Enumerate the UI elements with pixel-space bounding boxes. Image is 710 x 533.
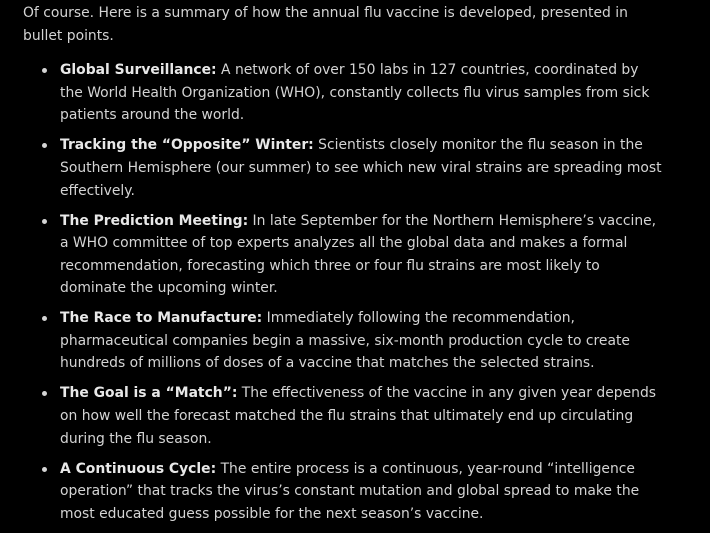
bullet-term: Global Surveillance: <box>60 62 217 79</box>
bullet-term: The Race to Manufacture: <box>60 310 263 327</box>
bullet-text: Immediately following the recommendation, pharmaceutical companies begin a massive, six-month production cycle to create hundreds of millions of doses of a vaccine that matches the selected strains. <box>60 310 630 372</box>
list-item <box>23 210 663 300</box>
bullet-term: The Goal is a “Match”: <box>60 385 238 402</box>
bullet-icon <box>42 316 47 321</box>
list-item <box>23 307 663 375</box>
bullet-term: Tracking the “Opposite” Winter: <box>60 137 314 154</box>
bullet-icon <box>42 467 47 472</box>
list-item <box>23 458 663 526</box>
bullet-term: The Prediction Meeting: <box>60 212 249 229</box>
list-item <box>23 59 663 127</box>
bullet-icon <box>42 143 47 148</box>
list-item <box>23 134 663 202</box>
chat-response <box>23 2 663 533</box>
bullet-text: The entire process is a continuous, year-round “intelligence operation” that tracks the virus’s constant mutation and global spread to make the most educated guess possible for the next season’s vaccine. <box>60 460 640 522</box>
list-item <box>23 382 663 450</box>
bullet-text: The effectiveness of the vaccine in any given year depends on how well the forecast matched the flu strains that ultimately end up circulating during the flu season. <box>60 385 656 447</box>
bullet-icon <box>42 219 47 224</box>
bullet-list <box>23 59 663 525</box>
bullet-text: In late September for the Northern Hemisphere’s vaccine, a WHO committee of top experts analyzes all the global data and makes a formal recommendation, forecasting which three or four flu strains are most likely to dominate the upcoming winter. <box>60 212 657 297</box>
bullet-text: Scientists closely monitor the flu season in the Southern Hemisphere (our summer) to see which new viral strains are spreading most effectively. <box>60 137 662 199</box>
bullet-icon <box>42 68 47 73</box>
bullet-term: A Continuous Cycle: <box>60 460 217 477</box>
intro-text: Of course. Here is a summary of how the annual flu vaccine is developed, presented in bullet points. <box>23 5 628 44</box>
bullet-text: A network of over 150 labs in 127 countries, coordinated by the World Health Organization (WHO), constantly collects flu virus samples from sick patients around the world. <box>60 62 650 124</box>
bullet-icon <box>42 391 47 396</box>
